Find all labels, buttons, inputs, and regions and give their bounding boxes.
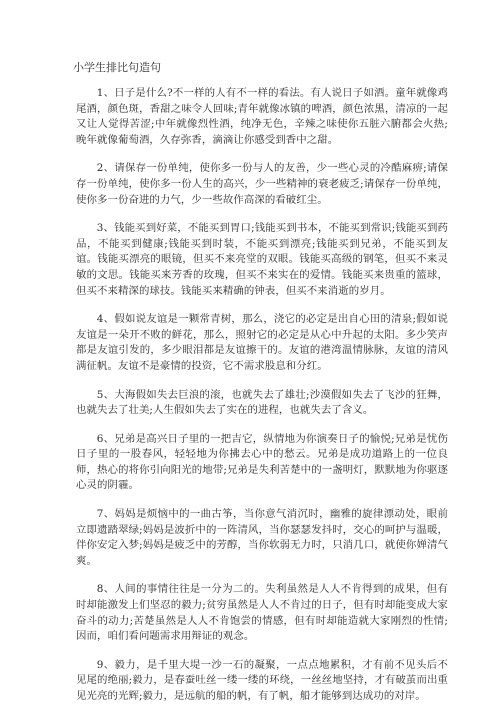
paragraph-8: 8、人间的事情往往是一分为二的。失利虽然是人人不肯得到的成果，但有时却能激发上们坚忍的毅力;贫穷虽然是人人不肯过的日子，但有时却能变成大家奋斗的动力;苦楚虽然是人人不肯饱尝的情感，但有时却能造就大家刚烈的性情;因而，咱们看问题需求用辩证的观念。 <box>76 583 448 643</box>
paragraph-7: 7、妈妈是烦恼中的一曲古筝，当你意气消沉时，幽雅的旋律漂动处，眼前立即遗踏翠绿;妈妈是波折中的一阵清风，当你瑟瑟发抖时，交心的呵护与温暖，伴你安定入梦;妈妈是疲乏中的芳醇，当你软弱无力时，只消几口，就使你婵清气爽。 <box>76 508 448 567</box>
paragraph-6: 6、兄弟是高兴日子里的一把吉它，纵情地为你演奏日子的愉悦;兄弟是忧伤日子里的一股春风，轻轻地为你拂去心中的愁云。兄弟是成功道路上的一位良师，热心的将你引向阳光的地带;兄弟是失利苦楚中的一盏明灯，默默地为你驱逐心灵的阴霾。 <box>76 432 448 492</box>
paragraph-3: 3、钱能买到好菜，不能买到胃口;钱能买到书本，不能买到常识;钱能买到药品，不能买到健康;钱能买到时装，不能买到漂亮;钱能买到兄弟，不能买到友谊。钱能买漂亮的眼镜，但买不来亮堂的双眼。钱能买高级的钢笔，但买不来灵敏的文思。钱能买来芳香的玫瑰，但买不来实在的爱情。钱能买来贵重的篮球，但买不来精深的球技。钱能买来精确的钟表，但买不来消逝的岁月。 <box>76 222 448 297</box>
document-title: 小学生排比句造句 <box>73 61 161 74</box>
paragraph-9: 9、毅力，是千里大堤一沙一石的凝聚，一点点地累积，才有前不见头后不见尾的绝丽;毅力，是春蚕吐丝一缕一缕的环绕，一丝丝地坚持，才有破茧而出重见光亮的光辉;毅力，是远航的船的帆，有了帆，船才能够到达成功的对岸。 <box>76 658 448 702</box>
paragraph-1: 1、日子是什么?不一样的人有不一样的看法。有人说日子如酒。童年就像鸡尾酒，颜色斑，香甜之味令人回味;青年就像冰镇的啤酒，颜色浓黑，清凉的一起又让人觉得苦涩;中年就像烈性酒，纯净无色，辛辣之味使你五脏六腑都会火热;晚年就像葡萄酒，久存弥香，滴滴让你感受到香中之甜。 <box>76 87 448 146</box>
paragraph-4: 4、假如说友谊是一颗常青树，那么，浇它的必定是出自心田的清泉;假如说友谊是一朵开不败的鲜花，那么，照射它的必定是从心中升起的太阳。多少笑声都是友谊引发的，多少眼泪都是友谊擦干的。友谊的港湾温情脉脉，友谊的清风满征帆。友谊不是豪情的投资，它不需求股息和分红。 <box>76 313 448 372</box>
paragraph-2: 2、请保存一份单纯，使你多一份与人的友善，少一些心灵的冷酷麻痹;请保存一份单纯，使你多一份人生的高兴，少一些精神的衰老疲乏;请保存一份单纯，使你多一份奋进的力气，少一些故作高深的看破红尘。 <box>76 162 448 206</box>
paragraph-5: 5、大海假如失去巨浪的滚，也就失去了雄壮;沙漠假如失去了飞沙的狂舞，也就失去了壮美;人生假如失去了实在的进程，也就失去了含义。 <box>76 388 448 417</box>
